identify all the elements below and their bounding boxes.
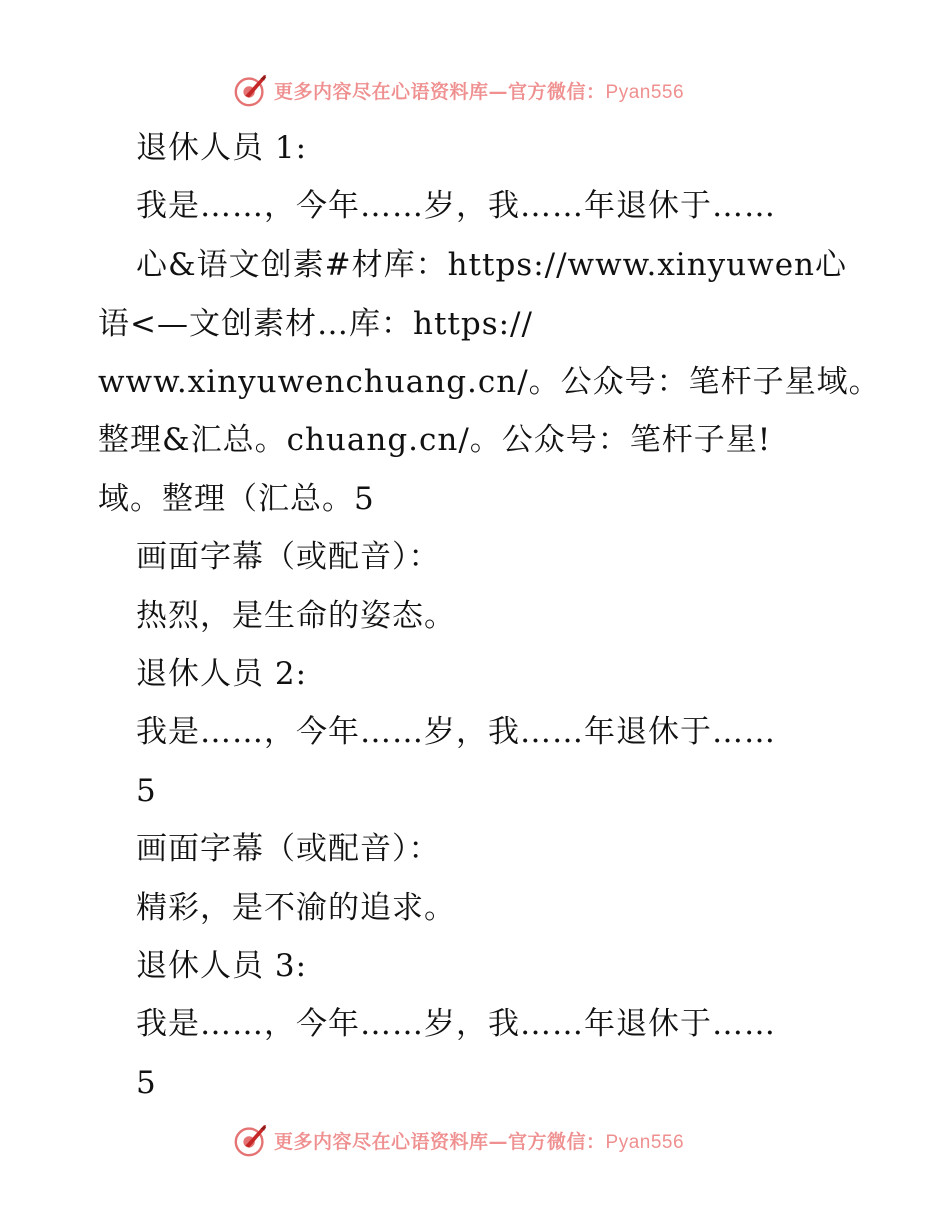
watermark-footer [232,1120,752,1160]
text-line: 画面字幕（或配音）： [136,831,441,867]
text-line: 5 [136,1065,157,1101]
text-line: 语<—文创素材…库：https:// [98,306,533,342]
text-line: 整理&汇总。chuang.cn/。公众号：笔杆子星! [98,422,772,458]
text-line: 心&语文创素#材库：https://www.xinyuwen心 [136,247,848,283]
text-line: 我是……，今年……岁，我……年退休于…… [136,1006,776,1042]
text-line: 5 [136,773,157,809]
watermark-header [232,70,752,110]
text-line: 我是……，今年……岁，我……年退休于…… [136,188,776,224]
text-line: 退休人员 3: [136,948,308,984]
text-line: www.xinyuwenchuang.cn/。公众号：笔杆子星域。 [98,364,881,400]
quill-logo-icon [232,1121,270,1159]
text-line: 退休人员 1: [136,130,308,166]
text-line: 退休人员 2: [136,656,308,692]
quill-logo-icon [232,71,270,109]
text-line: 画面字幕（或配音）： [136,539,441,575]
watermark-text: 更多内容尽在心语资料库—官方微信：Pyan556 [274,1130,685,1153]
text-line: 域。整理（汇总。5 [98,481,375,517]
text-line: 我是……，今年……岁，我……年退休于…… [136,714,776,750]
watermark-text: 更多内容尽在心语资料库—官方微信：Pyan556 [274,80,685,103]
text-line: 精彩，是不渝的追求。 [136,890,456,926]
text-line: 热烈，是生命的姿态。 [136,598,456,634]
